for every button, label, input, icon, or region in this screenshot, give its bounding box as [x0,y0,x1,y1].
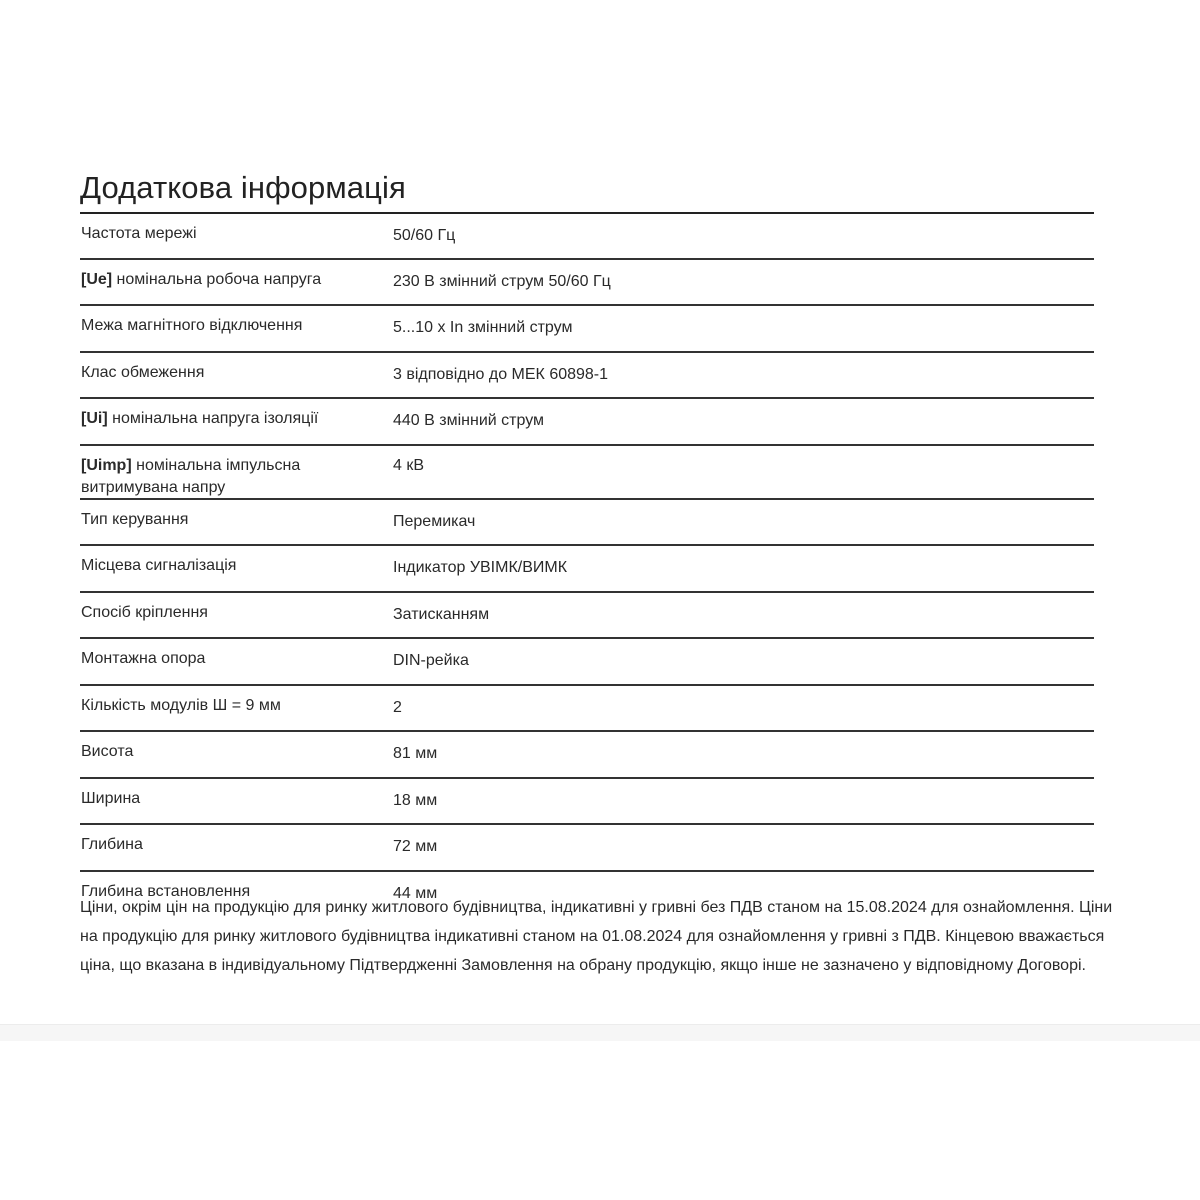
spec-table [80,214,1094,902]
spec-label [81,455,341,499]
spec-row [80,825,1094,872]
spec-value: 5...10 x In змінний струм [393,319,573,336]
spec-label [81,362,371,384]
spec-value: 18 мм [393,792,438,809]
spec-row [80,593,1094,639]
spec-row [80,686,1094,732]
price-disclaimer: Ціни, окрім цін на продукцію для ринку житлового будівництва, індикативні у гривні без ПДВ станом на 15.08.2024 для ознайомлення. Ціни на продукцію для ринку житлового будівництва індикативні станом на 01.08.2024 для ознайомлення у гривні з ПДВ. Кінцевою вважається ціна, що вказана в індивідуальному Підтвердженні Замовлення на обрану продукцію, якщо інше не зазначено у відповідному Договорі. [80,899,1113,974]
spec-label [81,741,371,763]
spec-row [80,260,1094,306]
spec-value: 4 кВ [393,457,425,474]
spec-label-text: Межа магнітного відключення [81,317,303,334]
section-title: Додаткова інформація [80,170,406,205]
spec-value: Затисканням [393,606,490,623]
spec-code: [Ui] [81,410,108,427]
spec-label-text: Висота [81,743,134,760]
spec-row [80,214,1094,260]
spec-label-text: Спосіб кріплення [81,604,208,621]
spec-label-text: номінальна напруга ізоляції [107,410,319,427]
spec-row [80,500,1094,546]
spec-row [80,639,1094,686]
spec-value: 3 відповідно до МЕК 60898-1 [393,366,609,383]
spec-value: 72 мм [393,838,438,855]
spec-value: DIN-рейка [393,652,469,669]
spec-label [81,555,371,577]
spec-label-text: номінальна імпульсна витримувана напру [81,457,301,496]
spec-value: 440 В змінний струм [393,412,545,429]
spec-label-text: Тип керування [81,511,189,528]
spec-row [80,306,1094,353]
spec-row [80,399,1094,446]
spec-label [81,788,371,810]
spec-value: 2 [393,699,402,716]
spec-value: Індикатор УВІМК/ВИМК [393,559,568,576]
spec-label-text: Частота мережі [81,225,197,242]
spec-value: 50/60 Гц [393,227,456,244]
spec-value: Перемикач [393,513,476,530]
spec-label-text: Глибина [81,836,143,853]
spec-label-text: Глибина встановлення [81,883,251,900]
spec-label-text: номінальна робоча напруга [112,271,322,288]
spec-label [81,408,371,430]
spec-label [81,223,371,245]
spec-label-text: Клас обмеження [81,364,205,381]
spec-code: [Uimp] [81,457,132,474]
page-bottom-band [0,1025,1200,1041]
spec-label [81,315,371,337]
spec-code: [Ue] [81,271,113,288]
spec-value: 230 В змінний струм 50/60 Гц [393,273,611,290]
spec-label [81,695,371,717]
spec-value: 44 мм [393,885,438,902]
spec-label [81,648,371,670]
spec-row [80,353,1094,399]
spec-label-text: Кількість модулів Ш = 9 мм [81,697,281,714]
spec-label-text: Ширина [81,790,141,807]
spec-label-text: Монтажна опора [81,650,206,667]
spec-label [81,834,371,856]
spec-row [80,732,1094,779]
spec-label [81,602,371,624]
spec-label [81,269,371,291]
spec-label [81,509,371,531]
spec-row [80,446,1094,500]
spec-value: 81 мм [393,745,438,762]
spec-row [80,779,1094,825]
spec-row [80,546,1094,593]
spec-label-text: Місцева сигналізація [81,557,237,574]
